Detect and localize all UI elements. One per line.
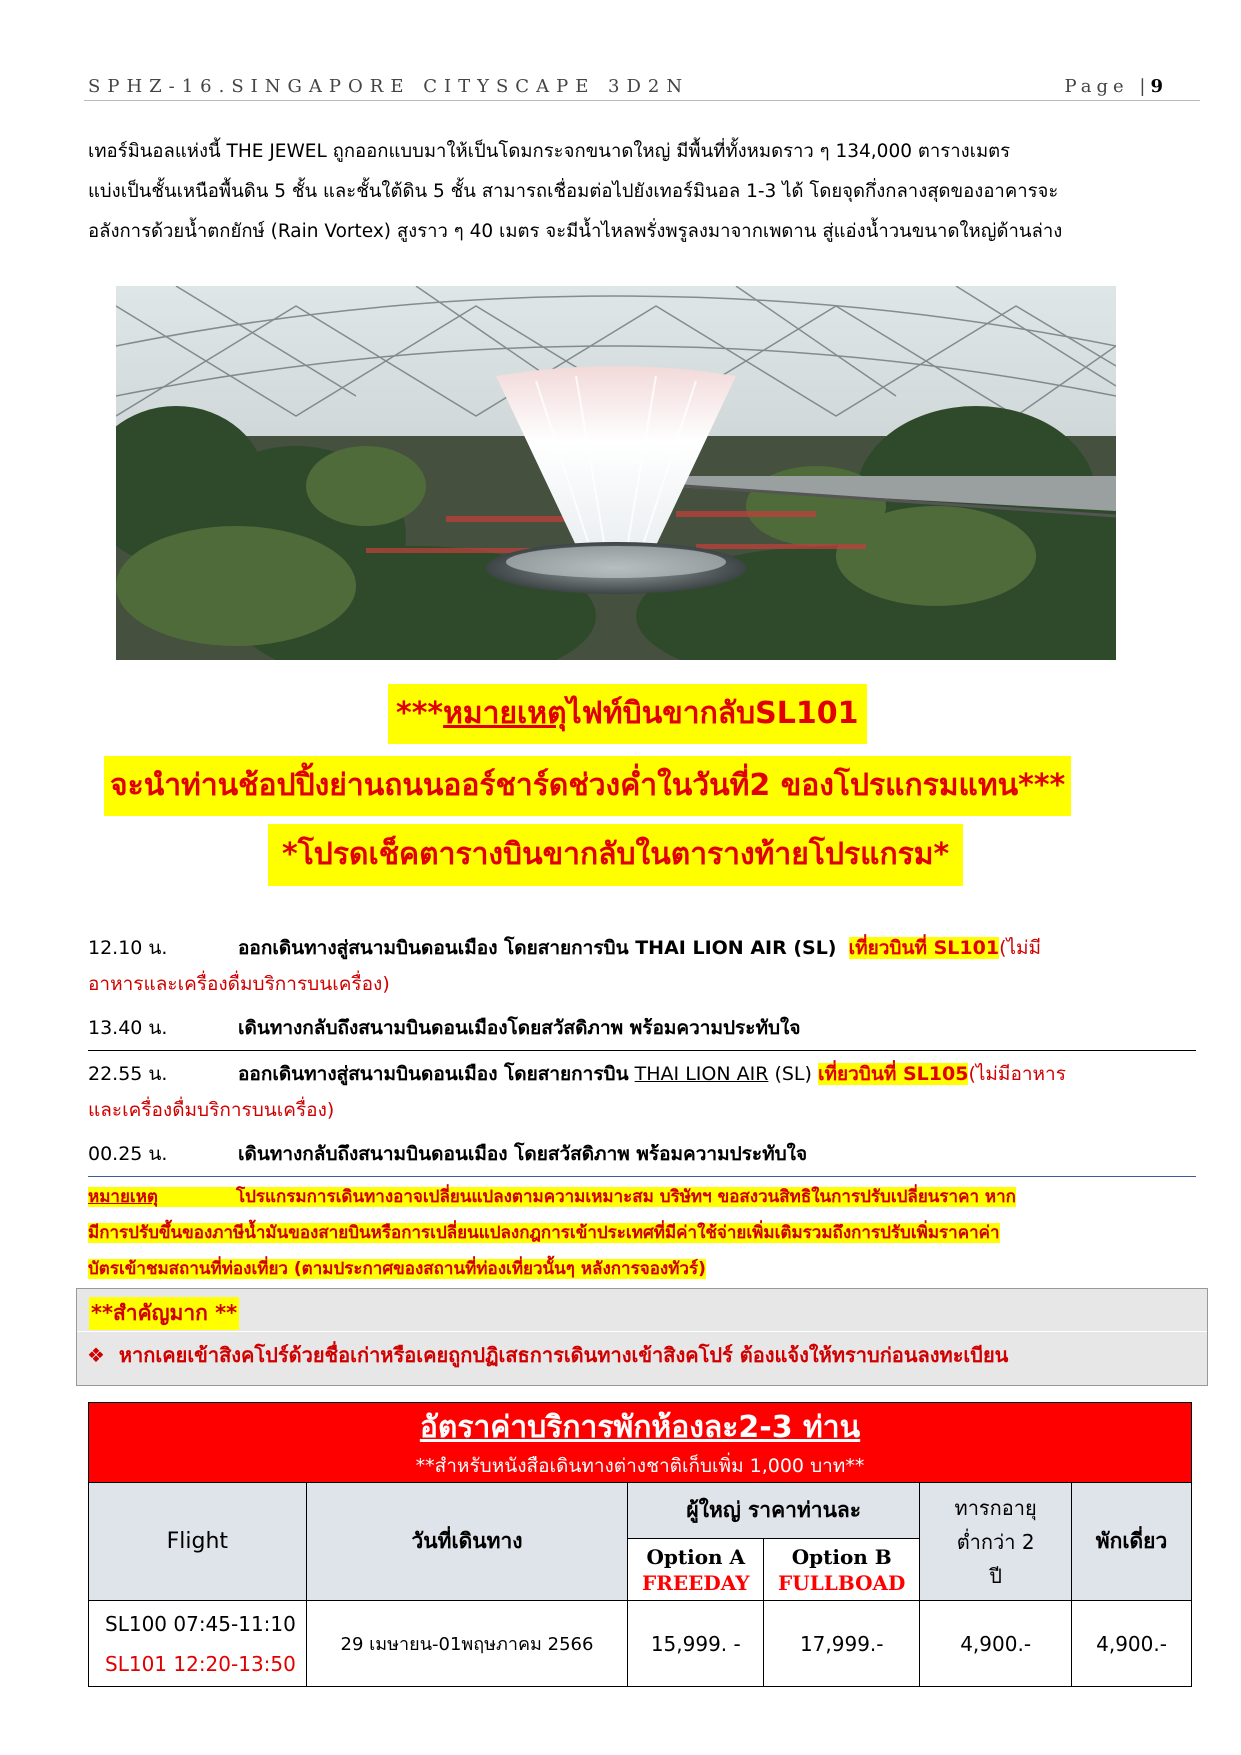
price-table (88, 1402, 1192, 1687)
col-infant: ทารกอายุต่ำกว่า 2 ปี (920, 1483, 1072, 1601)
remark-line (88, 1216, 1188, 1251)
remark-line (88, 1252, 1188, 1287)
return-flight: SL101 12:20-13:50 (105, 1651, 296, 1676)
schedule-time: 12.10 น. (88, 937, 168, 959)
header-divider (84, 100, 1200, 101)
intro-line: อลังการด้วยน้ำตกยักษ์ (Rain Vortex) สูงราว ๆ 40 เมตร จะมีน้ำไหลพรั่งพรูลงมาจากเพดาน สู่แอ่งน้ำวนขนาดใหญ่ด้านล่าง (88, 221, 1063, 242)
notice-prefix: *** (396, 696, 444, 731)
notice-underlined: หมายเหตุ (443, 696, 567, 731)
schedule-note-line: และเครื่องดื่มบริการบนเครื่อง) (88, 1099, 335, 1121)
diamond-bullet-icon: ❖ (87, 1343, 105, 1367)
schedule-time: 00.25 น. (88, 1143, 168, 1165)
single-cell: 4,900.- (1072, 1601, 1192, 1687)
notice-line-3: *โปรดเช็คตารางบินขากลับในตารางท้ายโปรแกรม* (268, 824, 963, 886)
jewel-rain-vortex-photo (116, 286, 1116, 660)
price-row (89, 1601, 1192, 1687)
price-a-cell: 15,999. - (628, 1601, 764, 1687)
option-b (764, 1539, 920, 1601)
option-b-label: Option B (791, 1544, 892, 1569)
schedule-row (88, 1012, 1198, 1044)
schedule-desc: ออกเดินทางสู่สนามบินดอนเมือง โดยสายการบิน (238, 1063, 629, 1085)
schedule-desc: ออกเดินทางสู่สนามบินดอนเมือง โดยสายการบิน THAI LION AIR (SL) (238, 937, 837, 959)
remark-label: หมายเหตุ (88, 1187, 158, 1207)
intro-paragraph (88, 132, 1198, 252)
page-label: Page | (1064, 76, 1151, 97)
important-divider (77, 1331, 1207, 1332)
option-a-label: Option A (646, 1544, 746, 1569)
airline-code: (SL) (774, 1063, 812, 1085)
outbound-flight: SL100 07:45-11:10 (105, 1611, 296, 1636)
schedule-desc: เดินทางกลับถึงสนามบินดอนเมืองโดยสวัสดิภาพ พร้อมความประทับใจ (238, 1017, 801, 1039)
price-subtitle: **สำหรับหนังสือเดินทางต่างชาติเก็บเพิ่ม 1,000 บาท** (415, 1455, 865, 1477)
schedule-note: (ไม่มีอาหาร (968, 1063, 1066, 1085)
intro-line: เทอร์มินอลแห่งนี้ THE JEWEL ถูกออกแบบมาให้เป็นโดมกระจกขนาดใหญ่ มีพื้นที่ทั้งหมดราว ๆ 134,000 ตารางเมตร (88, 141, 1011, 162)
col-date: วันที่เดินทาง (306, 1483, 628, 1601)
notice-line-2: จะนำท่านช้อปปิ้งย่านถนนออร์ชาร์ดช่วงค่ำในวันที่2 ของโปรแกรมแทน*** (104, 756, 1071, 816)
option-a (628, 1539, 764, 1601)
document-title: SPHZ-16.SINGAPORE CITYSCAPE 3D2N (88, 76, 690, 97)
remark-text: มีการปรับขึ้นของภาษีน้ำมันของสายบินหรือการเปลี่ยนแปลงกฎการเข้าประเทศที่มีค่าใช้จ่ายเพิ่มเติมรวมถึงการปรับเพิ่มราคาค่า (88, 1223, 1000, 1243)
divider (88, 1050, 1196, 1051)
schedule-row (88, 1138, 1198, 1170)
col-flight: Flight (89, 1483, 307, 1601)
important-title: **สำคัญมาก ** (89, 1297, 239, 1330)
remark-text: โปรแกรมการเดินทางอาจเปลี่ยนแปลงตามความเหมาะสม บริษัทฯ ขอสงวนสิทธิในการปรับเปลี่ยนราคา หาก (236, 1187, 1016, 1207)
schedule-row (88, 932, 1198, 964)
option-b-sub: FULLBOAD (778, 1570, 906, 1595)
option-a-sub: FREEDAY (642, 1570, 750, 1595)
price-header-row (89, 1483, 1192, 1539)
col-single: พักเดี่ยว (1072, 1483, 1192, 1601)
notice-line-1 (388, 684, 867, 744)
airline-name: THAI LION AIR (634, 1063, 769, 1085)
schedule-desc: เดินทางกลับถึงสนามบินดอนเมือง โดยสวัสดิภาพ พร้อมความประทับใจ (238, 1143, 808, 1165)
price-title-row (89, 1403, 1192, 1483)
schedule-row (88, 1058, 1198, 1090)
price-title: อัตราค่าบริการพักห้องละ2-3 ท่าน (419, 1410, 861, 1445)
page-number-value: 9 (1150, 76, 1163, 97)
schedule-note: (ไม่มี (999, 937, 1042, 959)
infant-cell: 4,900.- (920, 1601, 1072, 1687)
flight-number: เที่ยวบินที่ SL105 (817, 1063, 969, 1085)
divider (88, 1176, 1196, 1177)
price-b-cell: 17,999.- (764, 1601, 920, 1687)
col-adult: ผู้ใหญ่ ราคาท่านละ (628, 1483, 920, 1539)
flight-cell (89, 1601, 307, 1687)
schedule-time: 22.55 น. (88, 1063, 168, 1085)
notice-rest: ไฟท์บินขากลับSL101 (566, 696, 859, 731)
remark-line (88, 1180, 1188, 1215)
page-number (1064, 76, 1163, 97)
remark-text: บัตรเข้าชมสถานที่ท่องเที่ยว (ตามประกาศของสถานที่ท่องเที่ยวนั้นๆ หลังการจองทัวร์) (88, 1259, 706, 1279)
important-message: หากเคยเข้าสิงคโปร์ด้วยชื่อเก่าหรือเคยถูกปฏิเสธการเดินทางเข้าสิงคโปร์ ต้องแจ้งให้ทราบก่อนลงทะเบียน (118, 1343, 1009, 1367)
schedule-note-line: อาหารและเครื่องดื่มบริการบนเครื่อง) (88, 973, 390, 995)
flight-number: เที่ยวบินที่ SL101 (848, 937, 1000, 959)
important-text (87, 1339, 1008, 1371)
schedule-time: 13.40 น. (88, 1017, 168, 1039)
date-cell: 29 เมษายน-01พฤษภาคม 2566 (306, 1601, 628, 1687)
important-box (76, 1288, 1208, 1386)
intro-line: แบ่งเป็นชั้นเหนือพื้นดิน 5 ชั้น และชั้นใต้ดิน 5 ชั้น สามารถเชื่อมต่อไปยังเทอร์มินอล 1-3 ได้ โดยจุดกึ่งกลางสุดของอาคารจะ (88, 181, 1059, 202)
